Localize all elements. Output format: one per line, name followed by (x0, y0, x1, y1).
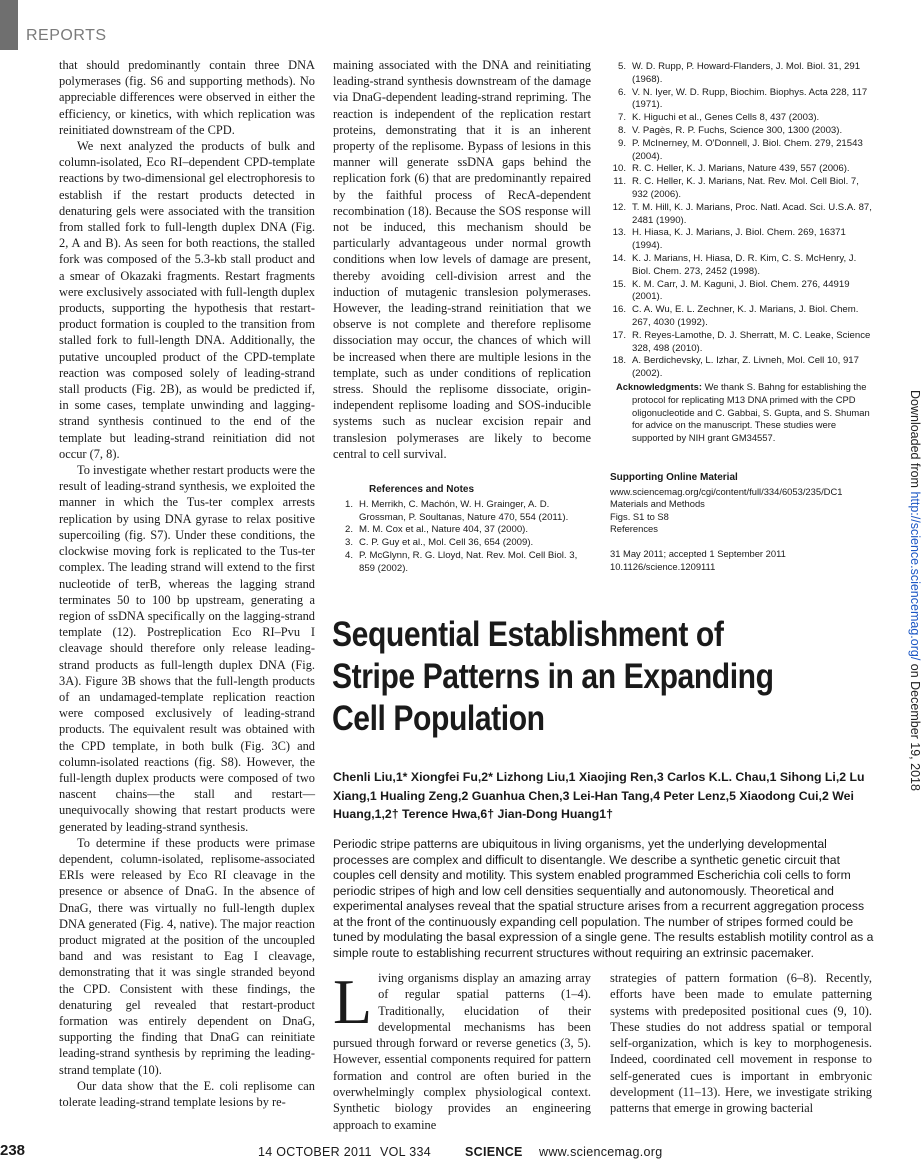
reference-item: 17. R. Reyes-Lamothe, D. J. Sherratt, M. C. Leake, Science 328, 498 (2010). (612, 329, 871, 354)
reference-item: 14. K. J. Marians, H. Hiasa, D. R. Kim, C. S. McHenry, J. Biol. Chem. 273, 2452 (1998). (612, 252, 857, 277)
references-list-b (610, 61, 872, 445)
reference-item: 13. H. Hiasa, K. J. Marians, J. Biol. Chem. 269, 16371 (1994). (612, 227, 846, 252)
som-heading: Supporting Online Material (610, 472, 738, 483)
reference-item: 1. H. Merrikh, C. Machón, W. H. Grainger, A. D. Grossman, P. Soultanas, Nature 470, 554 (2011). (344, 498, 569, 523)
som-url-link[interactable]: www.sciencemag.org/cgi/content/full/334/6053/235/DC1 (610, 485, 843, 497)
download-notice: Downloaded from http://science.sciencemag.org/ on December 19, 2018 (908, 390, 922, 791)
paragraph: To determine if these products were primase dependent, column-isolated, replisome-associated ERIs were released by Eco RI cleavage in the presence or absence of DnaG. In the absence of DnaG, there was virtually no full-length duplex DNA generated (Fig. 4, native). The major reaction product migrated at the position of the uncoupled band and was resistant to Eag I cleavage, demonstrating that it was single stranded beyond the CPD. Consistent with these findings, the denaturing gel revealed that restart-product formation was entirely dependent on DnaG, supporting the finding that DnaG can reinitiate leading-strand synthesis by repriming the leading-strand template (10). (59, 835, 315, 1077)
reference-item: 15. K. M. Carr, J. M. Kaguni, J. Biol. Chem. 276, 44919 (2001). (612, 278, 850, 303)
journal-url[interactable]: www.sciencemag.org (539, 1145, 663, 1159)
reference-item: 7. K. Higuchi et al., Genes Cells 8, 437 (2003). (617, 112, 820, 124)
acknowledgments: Acknowledgments: We thank S. Bahng for establishing the protocol for replicating M13 DNA primed with the CPD oligonucleotide and C. Gabbai, S. Gupta, and S. Shuman for advice on the manuscript. These studies were supported by NIH grant GM34557. (616, 380, 870, 444)
som-line: Materials and Methods (610, 498, 705, 510)
reference-item: 11. R. C. Heller, K. J. Marians, Nat. Rev. Mol. Cell Biol. 7, 932 (2006). (613, 176, 859, 200)
column-1 (59, 57, 315, 1110)
reference-item: 8. V. Pagès, R. P. Fuchs, Science 300, 1300 (2003). (617, 124, 843, 136)
journal-name: SCIENCE (465, 1145, 523, 1159)
article-title: Sequential Establishment of Stripe Patterns in an Expanding Cell Population (332, 615, 774, 738)
paragraph: that should predominantly contain three DNA polymerases (fig. S6 and supporting methods). No appreciable differences were observed in either the efficiency, or kinetics, with which replication was reinitiated downstream of the CPD. (59, 58, 315, 137)
reference-item: 3. C. P. Guy et al., Mol. Cell 36, 654 (2009). (344, 537, 534, 549)
reference-item: 5. W. D. Rupp, P. Howard-Flanders, J. Mol. Biol. 31, 291 (1968). (617, 61, 861, 85)
paragraph: iving organisms display an amazing array of regular spatial patterns (1–4). Traditionally, elucidation of their developmental mechanisms has been pursued through forward or reverse genetics (3, 5). However, essential components required for pattern formation and control are often buried in the overwhelmingly complex physiological context. Synthetic biology provides an engineering approach to examine (333, 971, 591, 1132)
references-heading: References and Notes (369, 484, 475, 495)
reference-item: 10. R. C. Heller, K. J. Marians, Nature 439, 557 (2006). (612, 163, 850, 175)
download-link[interactable]: http://science.sciencemag.org/ (908, 491, 922, 661)
drop-cap: L (333, 966, 373, 1037)
volume: VOL 334 (380, 1145, 431, 1159)
som-line: References (610, 523, 658, 535)
reference-item: 9. P. McInerney, M. O'Donnell, J. Biol. Chem. 279, 21543 (2004). (617, 137, 863, 162)
paragraph: Our data show that the E. coli replisome can tolerate leading-strand template lesions by re- (59, 1078, 315, 1109)
reference-item: 12. T. M. Hill, K. J. Marians, Proc. Natl. Acad. Sci. U.S.A. 87, 2481 (1990). (612, 201, 872, 226)
doi: 10.1126/science.1209111 (610, 560, 716, 572)
section-label: REPORTS (26, 27, 107, 44)
som-line: Figs. S1 to S8 (610, 510, 669, 522)
paragraph: maining associated with the DNA and reinitiating leading-strand synthesis downstream of the damage via DnaG-dependent leading-strand repriming. The reaction is independent of the replication restart proteins, demonstrating that it is an inherent property of the replisome. Bypass of lesions in this manner will generate ssDNA gaps behind the replication fork (6) that are predominantly repaired by the faithful process of RecA-dependent recombination (18). Because the SOS response will not be induced, this mechanism should be particularly advantageous under normal growth conditions when low levels of damage are present, thereby avoiding cell-division arrest and the induction of mutagenic translesion polymerases. However, the leading-strand reinitiation that we observe is not complete and therefore replisome dissociation may occur, the chances of which will be increased when there are multiple lesions in the template, such as under conditions of replication stress. Should the replisome dissociate, origin-independent replisome loading and SOS-inducible systems such as nuclear excision repair and translesion polymerases are likely to become central to cell survival. (333, 58, 591, 461)
paragraph: To investigate whether restart products were the result of leading-strand synthesis, we exploited the manner in which the Tus-ter complex arrests replication by using DNA gyrase to relax positive supercoiling (fig. S7). Under these conditions, the clockwise moving fork is replicated to the Tus-ter complex. The leading strand will extend to the first nucleotide of terB, whereas the lagging strand terminates 50 to 100 bp upstream, generating a region of ssDNA specifically on the lagging-strand template (12). Postreplication Eco RI–Pvu I cleavage should therefore only release leading-strand products as full-length duplex DNA (Fig. 3A). Figure 3B shows that the full-length products of an undamaged-template replication reaction were composed exclusively of leading-strand products. The equivalent result was obtained with the CPD template, in both bulk (Fig. 3C) and column-isolated reactions (fig. S8). However, the full-length duplex products were composed of two nascent chains—the stall and restart—unequivocally showing that restart products were generated by leading-strand synthesis. (59, 463, 315, 834)
references-list-a (337, 484, 595, 576)
paragraph: strategies of pattern formation (6–8). Recently, efforts have been made to emulate patterning systems with predeposited positional cues (9, 10). These studies do not address spatial or temporal self-organization, which is key to morphogenesis. Indeed, coordinated cell movement in response to self-generated cues is important in embryonic development (11–13). Here, we investigate striking patterns that emerge in growing bacterial (610, 971, 872, 1116)
column-2 (333, 57, 591, 462)
page-number: 238 (0, 1142, 26, 1159)
reference-item: 6. V. N. Iyer, W. D. Rupp, Biochim. Biophys. Acta 228, 117 (1971). (617, 86, 868, 111)
author-list: Chenli Liu,1* Xiongfei Fu,2* Lizhong Liu,1 Xiaojing Ren,3 Carlos K.L. Chau,1 Sihong Li,2 Lu Xiang,1 Hualing Zeng,2 Guanhua Chen,3 Lei-Han Tang,4 Peter Lenz,5 Xiaodong Cui,2 Wei Huang,1,2† Terence Hwa,6† Jian-Dong Huang1† (333, 770, 865, 821)
page-footer (0, 1142, 924, 1166)
article-body-column-1 (333, 966, 591, 1133)
reference-item: 16. C. A. Wu, E. L. Zechner, K. J. Marians, J. Biol. Chem. 267, 4030 (1992). (612, 304, 859, 328)
supporting-online-material (610, 472, 880, 573)
reference-item: 2. M. M. Cox et al., Nature 404, 37 (2000). (344, 524, 529, 536)
issue-date: 14 OCTOBER 2011 (258, 1145, 372, 1159)
abstract: Periodic stripe patterns are ubiquitous in living organisms, yet the underlying developmental processes are complex and difficult to disentangle. We describe a synthetic genetic circuit that couples cell density and motility. This system enabled programmed Escherichia coli cells to form periodic stripes of high and low cell densities sequentially and autonomously. Theoretical and experimental analyses reveal that the spatial structure arises from a recurrent aggregation process at the front of the continuously expanding cell population. The number of stripes formed could be tuned by modulating the basal expression of a single gene. The results establish motility control as a simple route to establishing recurrent structures without requiring an extrinsic pacemaker. (333, 837, 874, 960)
paragraph: We next analyzed the products of bulk and column-isolated, Eco RI–dependent CPD-template reactions by two-dimensional gel electrophoresis to establish if the restart products detected in denaturing gels were associated with the transition from stalled fork to full-length duplex DNA (Fig. 2, A and B). As seen for both reactions, the stalled fork was composed of the 5.3-kb stall product and a smear of Okazaki fragments. Restart fragments were exclusively associated with full-length duplex products, supporting the hypothesis that restart-product formation is coupled to the transition from stalled fork to full-length DNA. Additionally, the putative uncoupled product of the CPD-template reaction was composed solely of leading-strand stall products (Fig. 2B), as would be predicted if, in some cases, template unwinding and lagging-strand synthesis continued to the end of the template but leading-strand reinitiation did not occur (7, 8). (59, 139, 315, 461)
received-accepted-dates: 31 May 2011; accepted 1 September 2011 (610, 547, 786, 559)
section-tab-marker (0, 0, 18, 50)
article-body-column-2 (610, 970, 872, 1117)
reference-item: 4. P. McGlynn, R. G. Lloyd, Nat. Rev. Mol. Cell Biol. 3, 859 (2002). (344, 549, 578, 574)
reference-item: 18. A. Berdichevsky, L. Izhar, Z. Livneh, Mol. Cell 10, 917 (2002). (612, 355, 859, 380)
